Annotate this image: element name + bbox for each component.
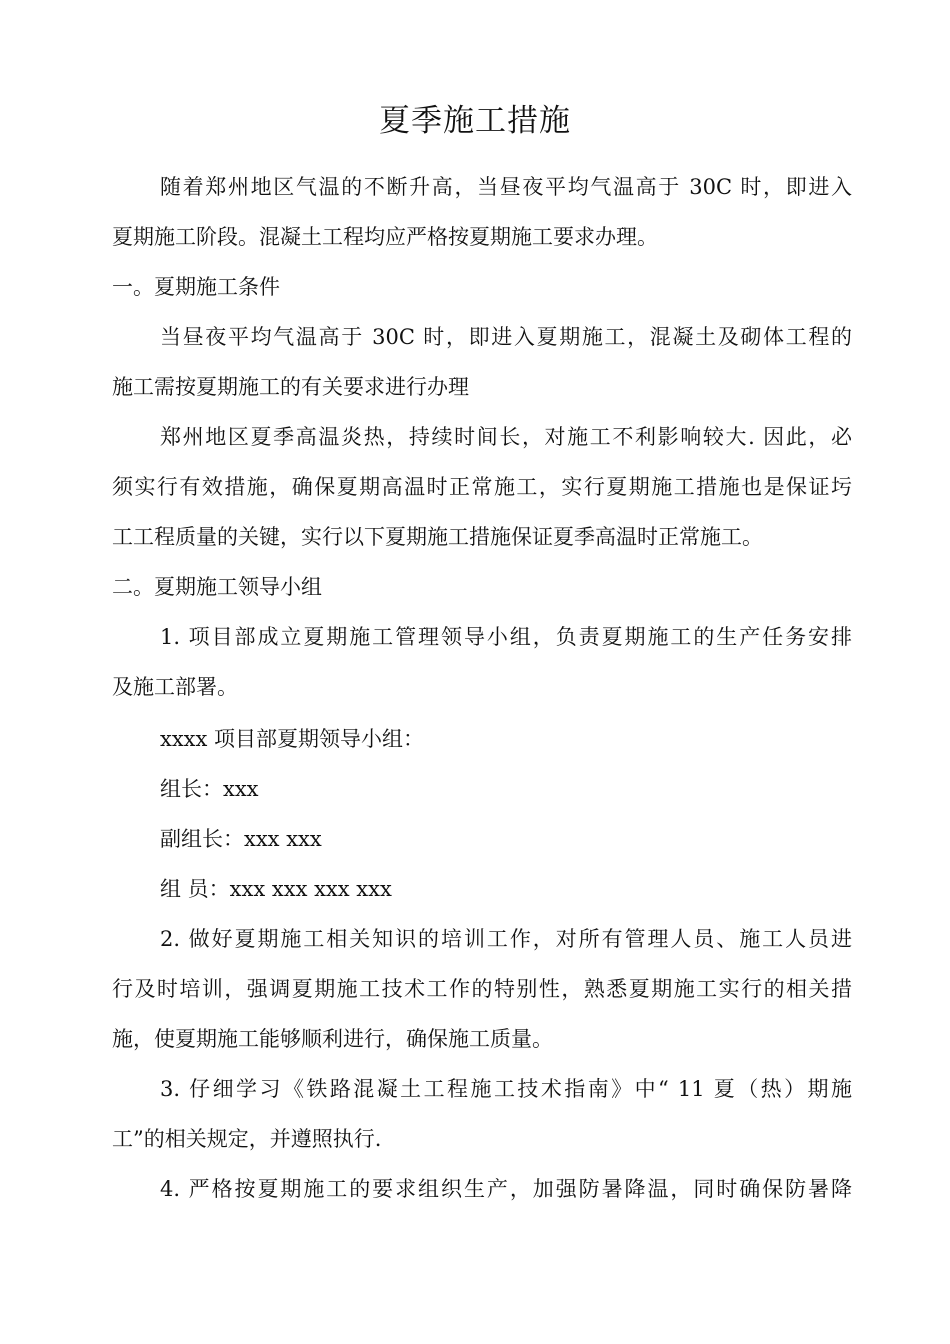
paragraph-line: 须实行有效措施，确保夏期高温时正常施工，实行夏期施工措施也是保证圬	[112, 475, 852, 499]
group-members: 组 员：xxx xxx xxx xxx	[160, 877, 392, 901]
list-item-line: 3. 仔细学习《铁路混凝土工程施工技术指南》中“ 11 夏（热）期施	[160, 1077, 852, 1101]
paragraph-line: 施，使夏期施工能够顺利进行，确保施工质量。	[112, 1027, 553, 1051]
list-item-line: 2. 做好夏期施工相关知识的培训工作，对所有管理人员、施工人员进	[160, 927, 852, 951]
paragraph-line: 工工程质量的关键，实行以下夏期施工措施保证夏季高温时正常施工。	[112, 525, 763, 549]
paragraph-line: 工”的相关规定，并遵照执行.	[112, 1127, 382, 1151]
paragraph-line: 施工需按夏期施工的有关要求进行办理	[112, 375, 469, 399]
section-heading: 二。夏期施工领导小组	[112, 575, 322, 599]
paragraph-line: 及施工部署。	[112, 675, 238, 699]
paragraph-line: 随着郑州地区气温的不断升高，当昼夜平均气温高于 30C 时，即进入	[160, 175, 852, 199]
group-label: xxxx 项目部夏期领导小组：	[160, 727, 425, 751]
paragraph-line: 夏期施工阶段。混凝土工程均应严格按夏期施工要求办理。	[112, 225, 658, 249]
paragraph-line: 行及时培训，强调夏期施工技术工作的特别性，熟悉夏期施工实行的相关措	[112, 977, 852, 1001]
list-item-line: 1. 项目部成立夏期施工管理领导小组，负责夏期施工的生产任务安排	[160, 625, 852, 649]
document-title: 夏季施工措施	[379, 103, 571, 139]
paragraph-line: 当昼夜平均气温高于 30C 时，即进入夏期施工，混凝土及砌体工程的	[160, 325, 852, 349]
group-deputy-leader: 副组长：xxx xxx	[160, 827, 322, 851]
section-heading: 一。夏期施工条件	[112, 275, 280, 299]
paragraph-line: 郑州地区夏季高温炎热，持续时间长，对施工不利影响较大. 因此，必	[160, 425, 852, 449]
list-item-line: 4. 严格按夏期施工的要求组织生产，加强防暑降温，同时确保防暑降	[160, 1177, 852, 1201]
group-leader: 组长：xxx	[160, 777, 259, 801]
